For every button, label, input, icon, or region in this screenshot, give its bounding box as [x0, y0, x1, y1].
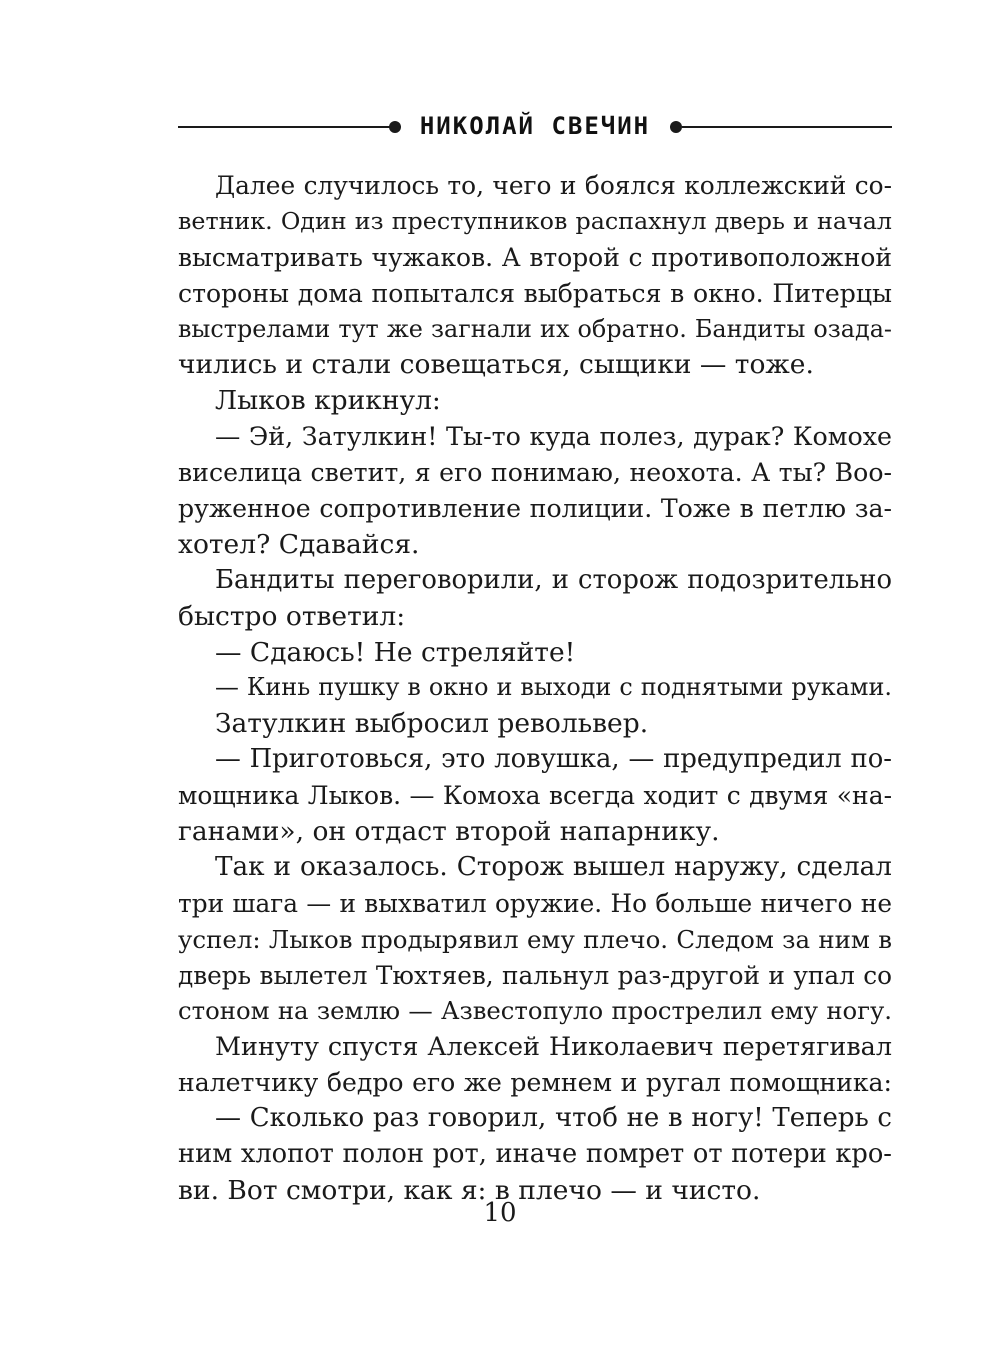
text-line: Лыков крикнул: [215, 385, 441, 417]
text-line: — Сколько раз говорил, чтоб не в ногу! Теперь с [215, 1103, 892, 1134]
author-name: НИКОЛАЙ СВЕЧИН [419, 112, 651, 140]
text-line: ганами», он отдаст второй напарнику. [178, 816, 720, 848]
text-line: Минуту спустя Алексей Николаевич перетягивал [215, 1031, 892, 1062]
text-line: стороны дома попытался выбраться в окно. Питерцы [178, 278, 892, 308]
body-text [178, 168, 892, 1209]
page-number: 10 [483, 1198, 517, 1228]
header-bullet-right [670, 121, 682, 133]
text-line: Далее случилось то, чего и боялся коллежский со- [215, 171, 892, 200]
header-rule-right [682, 126, 892, 128]
header-bullet-left [389, 121, 401, 133]
text-line: чились и стали совещаться, сыщики — тоже. [178, 349, 814, 381]
text-line: виселица светит, я его понимаю, неохота. А ты? Воо- [178, 458, 892, 488]
text-line: — Приготовься, это ловушка, — предупредил по- [215, 744, 892, 775]
text-line: — Сдаюсь! Не стреляйте! [215, 636, 576, 668]
running-header [178, 110, 892, 144]
text-line: стоном на землю — Азвестопуло прострелил ему ногу. [178, 996, 892, 1026]
text-line: ветник. Один из преступников распахнул дверь и начал [178, 206, 892, 235]
text-line: выстрелами тут же загнали их обратно. Бандиты озада- [178, 314, 892, 343]
text-line: дверь вылетел Тюхтяев, пальнул раз-другой и упал со [178, 960, 892, 990]
text-line: быстро ответил: [178, 600, 406, 632]
text-line: высматривать чужаков. А второй с противоположной [178, 242, 892, 272]
header-rule-left [178, 126, 390, 128]
text-line: хотел? Сдавайся. [178, 528, 420, 560]
text-line: руженное сопротивление полиции. Тоже в петлю за- [178, 494, 892, 524]
text-line: успел: Лыков продырявил ему плечо. Следом за ним в [178, 924, 892, 954]
text-line: Затулкин выбросил револьвер. [215, 708, 649, 740]
text-line: — Кинь пушку в окно и выходи с поднятыми руками. [215, 673, 892, 702]
text-line: ним хлопот полон рот, иначе помрет от потери кро- [178, 1139, 892, 1170]
text-line: — Эй, Затулкин! Ты-то куда полез, дурак? Комохе [215, 421, 892, 452]
text-line: Так и оказалось. Сторож вышел наружу, сделал [215, 851, 892, 882]
text-line: налетчику бедро его же ремнем и ругал помощника: [178, 1068, 892, 1098]
text-line: ви. Вот смотри, как я: в плечо — и чисто. [178, 1174, 761, 1206]
text-line: три шага — и выхватил оружие. Но больше ничего не [178, 888, 892, 918]
text-line: мощника Лыков. — Комоха всегда ходит с двумя «на- [178, 781, 892, 811]
text-line: Бандиты переговорили, и сторож подозрительно [215, 564, 892, 595]
